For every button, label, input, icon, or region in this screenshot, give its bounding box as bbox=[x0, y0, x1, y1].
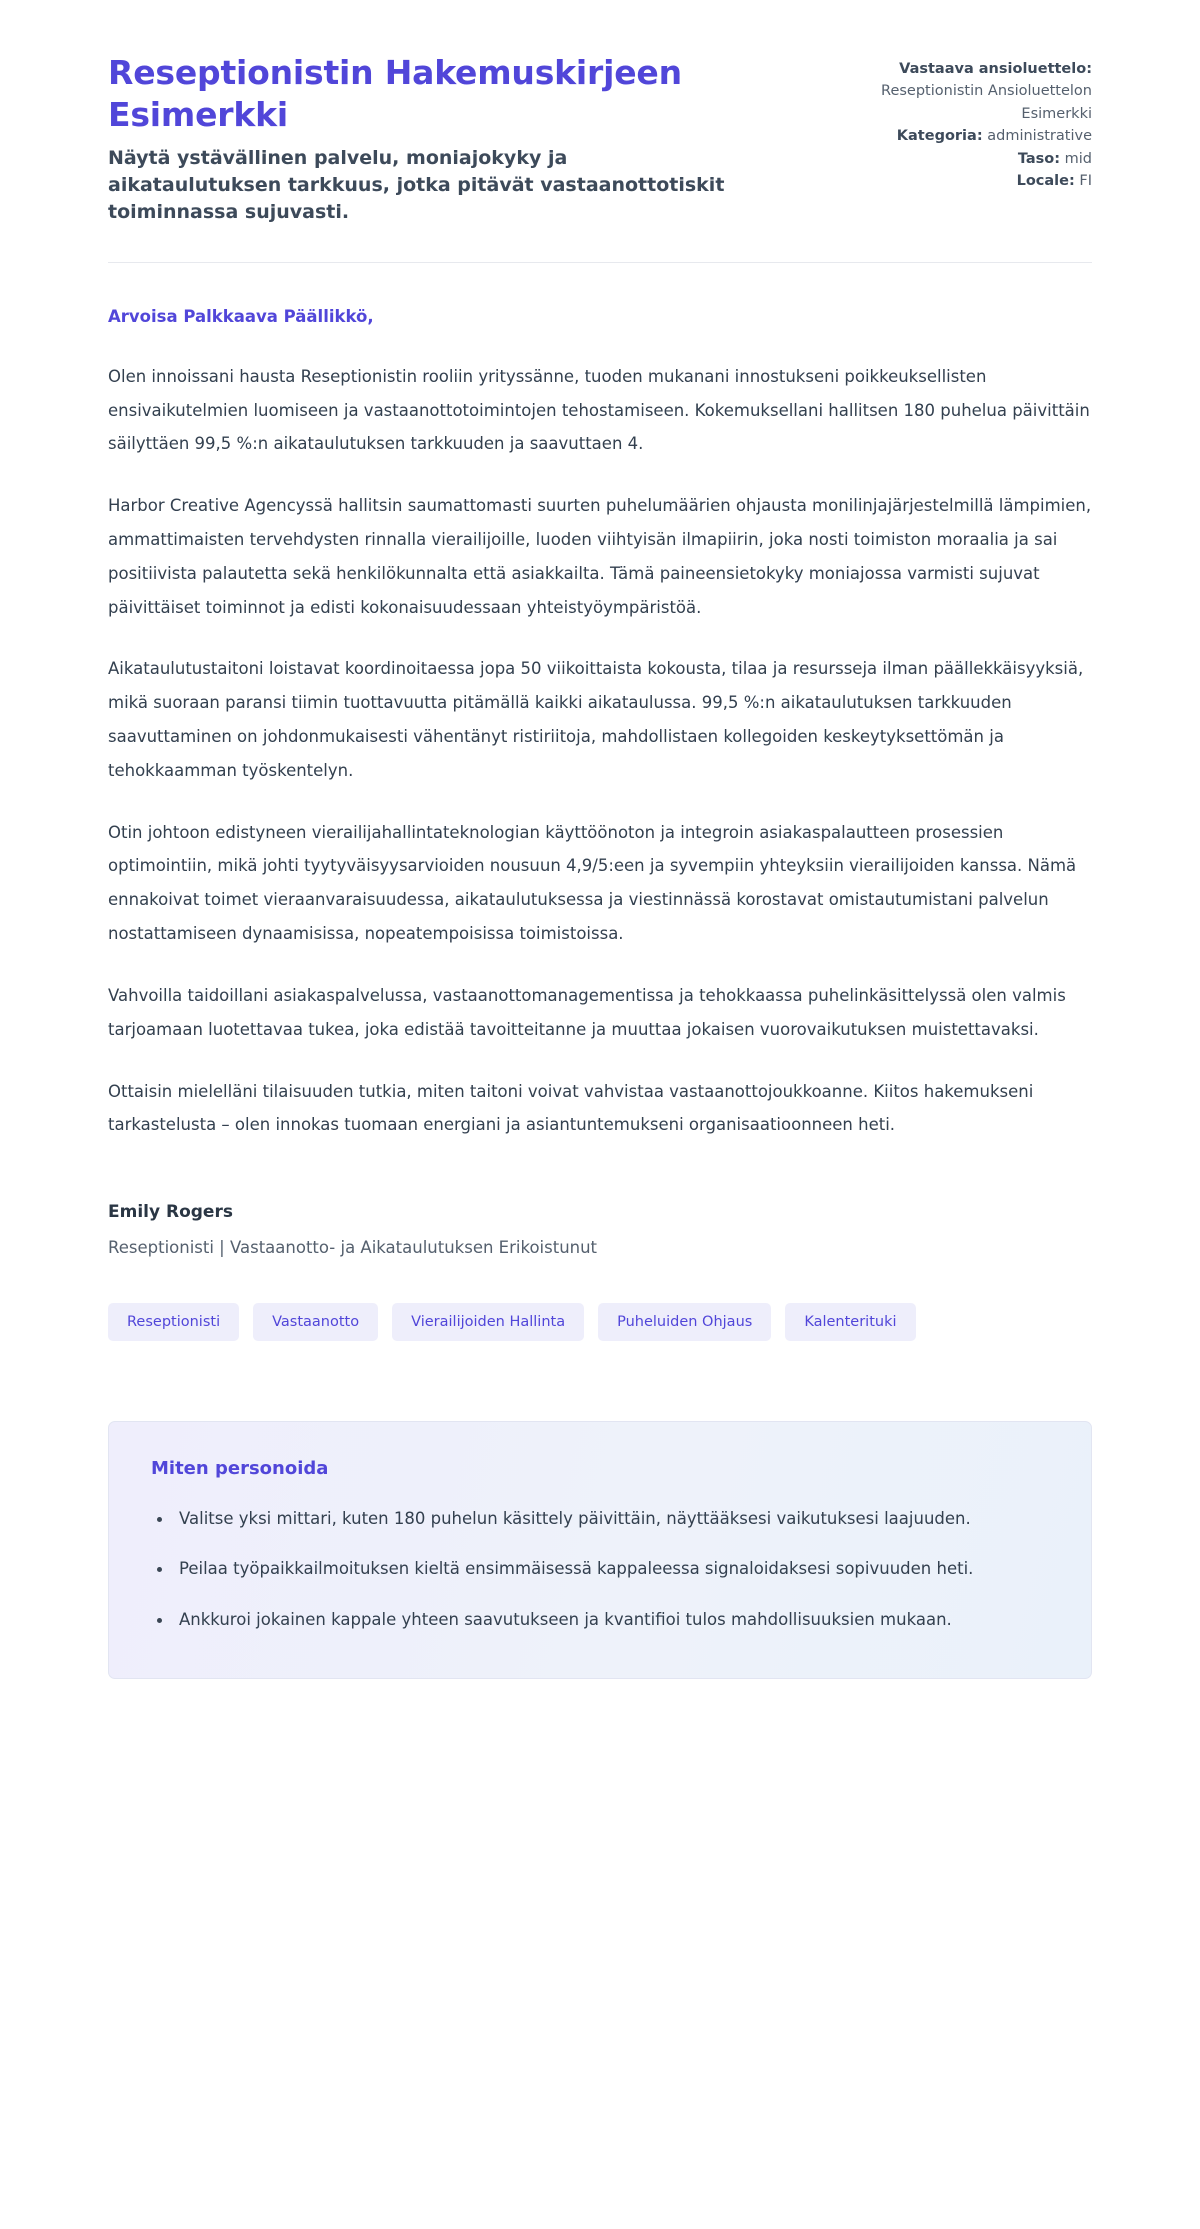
tag-chip[interactable]: Reseptionisti bbox=[108, 1303, 239, 1341]
tag-chip[interactable]: Kalenterituki bbox=[785, 1303, 915, 1341]
letter-paragraph: Otin johtoon edistyneen vierailijahallintateknologian käyttöönoton ja integroin asiakaspalautteen prosessien optimointiin, mikä johti tyytyväisyysarvioiden nousuun 4,9/5:een ja syvempiin yhteyksiin vierailijoiden kanssa. Nämä ennakoivat toimet vieraanvaraisuudessa, aikataulutuksessa ja viestinnässä korostavat omistautumistani palvelun nostattamiseen dynaamisissa, nopeatempoisissa toimistoissa. bbox=[108, 822, 1077, 944]
meta-level-label: Taso: bbox=[1017, 150, 1061, 167]
meta-level bbox=[822, 148, 1092, 170]
meta-category-label: Kategoria: bbox=[896, 128, 983, 145]
meta-locale bbox=[822, 170, 1092, 192]
header-divider bbox=[108, 262, 1092, 263]
signature-name: Emily Rogers bbox=[108, 1202, 233, 1223]
meta-locale-value: FI bbox=[1079, 173, 1092, 190]
meta-related-resume bbox=[822, 58, 1092, 125]
signature-title: Reseptionisti | Vastaanotto- ja Aikataulutuksen Erikoistunut bbox=[108, 1238, 598, 1258]
letter-paragraph: Olen innoissani hausta Reseptionistin rooliin yrityssänne, tuoden mukanani innostukseni poikkeuksellisten ensivaikutelmien luomiseen ja vastaanottotoimintojen tehostamiseen. Kokemuksellani hallitsen 180 puhelua päivittäin säilyttäen 99,5 %:n aikataulutuksen tarkkuuden ja saavuttaen 4. bbox=[108, 366, 1090, 454]
tag-list bbox=[108, 1303, 1092, 1341]
meta-level-value: mid bbox=[1064, 150, 1092, 167]
meta-locale-label: Locale: bbox=[1016, 173, 1075, 190]
page-header bbox=[108, 52, 1092, 226]
letter-salutation: Arvoisa Palkkaava Päällikkö, bbox=[108, 306, 374, 326]
personalization-tips-panel bbox=[108, 1421, 1092, 1679]
letter-paragraph: Vahvoilla taidoillani asiakaspalvelussa, vastaanottomanagementissa ja tehokkaassa puhelinkäsittelyssä olen valmis tarjoamaan luotettavaa tukea, joka edistää tavoitteitanne ja muuttaa jokaisen vuorovaikutuksen muistettavaksi. bbox=[108, 985, 1066, 1039]
tips-list bbox=[151, 1503, 1049, 1636]
letter-paragraph: Ottaisin mielelläni tilaisuuden tutkia, miten taitoni voivat vahvistaa vastaanottojoukkoanne. Kiitos hakemukseni tarkastelusta – olen innokas tuomaan energiani ja asiantuntemukseni organisaatioonneen heti. bbox=[108, 1081, 1034, 1135]
tips-list-item: Peilaa työpaikkailmoituksen kieltä ensimmäisessä kappaleessa signaloidaksesi sopivuuden heti. bbox=[151, 1553, 1049, 1585]
signature-block bbox=[108, 1202, 1092, 1257]
tips-list-item: Ankkuroi jokainen kappale yhteen saavutukseen ja kvantifioi tulos mahdollisuuksien mukaan. bbox=[151, 1604, 1049, 1636]
document-metadata bbox=[822, 52, 1092, 193]
header-text-block bbox=[108, 52, 748, 226]
tag-chip[interactable]: Puheluiden Ohjaus bbox=[598, 1303, 771, 1341]
page-subtitle: Näytä ystävällinen palvelu, moniajokyky ja aikataulutuksen tarkkuus, jotka pitävät vastaanottotiskit toiminnassa sujuvasti. bbox=[108, 146, 725, 223]
meta-related-resume-label: Vastaava ansioluettelo: bbox=[899, 61, 1092, 77]
tips-panel-title: Miten personoida bbox=[151, 1458, 329, 1480]
meta-category bbox=[822, 125, 1092, 147]
letter-body bbox=[108, 307, 1092, 1142]
meta-related-resume-value: Reseptionistin Ansioluettelon Esimerkki bbox=[881, 83, 1092, 122]
meta-category-value: administrative bbox=[987, 128, 1092, 145]
page-title: Reseptionistin Hakemuskirjeen Esimerkki bbox=[108, 53, 682, 134]
tips-list-item: Valitse yksi mittari, kuten 180 puhelun käsittely päivittäin, näyttääksesi vaikutuksesi laajuuden. bbox=[151, 1503, 1049, 1535]
tag-chip[interactable]: Vierailijoiden Hallinta bbox=[392, 1303, 584, 1341]
tag-chip[interactable]: Vastaanotto bbox=[253, 1303, 378, 1341]
letter-paragraph: Harbor Creative Agencyssä hallitsin saumattomasti suurten puhelumäärien ohjausta monilinjajärjestelmillä lämpimien, ammattimaisten tervehdysten rinnalla vierailijoille, luoden viihtyisän ilmapiirin, joka nosti toimiston moraalia ja sai positiivista palautetta sekä henkilökunnalta että asiakkailta. Tämä paineensietokyky moniajossa varmisti sujuvat päivittäiset toiminnot ja edisti kokonaisuudessaan yhteistyöympäristöä. bbox=[108, 496, 1092, 617]
letter-paragraph: Aikataulutustaitoni loistavat koordinoitaessa jopa 50 viikoittaista kokousta, tilaa ja resursseja ilman päällekkäisyyksiä, mikä suoraan paransi tiimin tuottavuutta pitämällä kaikki aikataulussa. 99,5 %:n aikataulutuksen tarkkuuden saavuttaminen on johdonmukaisesti vähentänyt ristiriitoja, mahdollistaen kollegoiden keskeytyksettömän ja tehokkaamman työskentelyn. bbox=[108, 659, 1084, 780]
